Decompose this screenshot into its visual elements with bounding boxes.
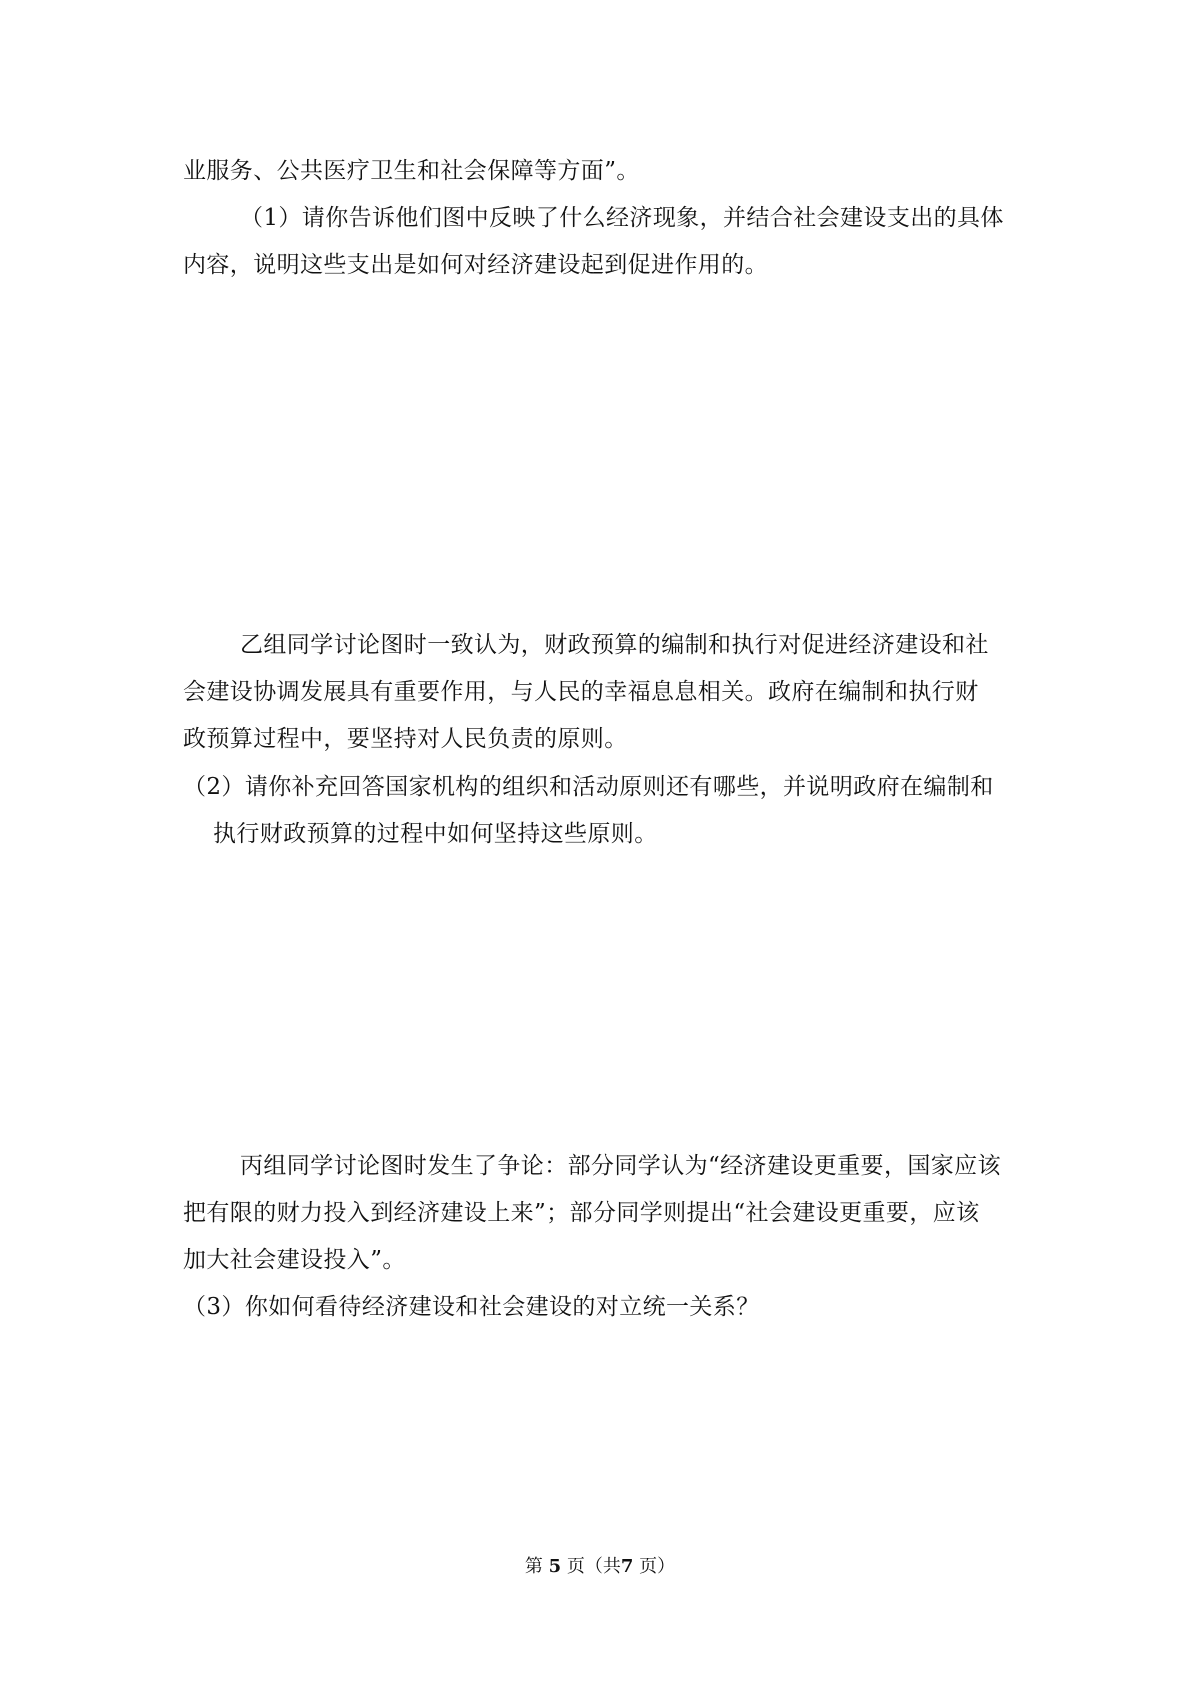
- footer-suffix: 页）: [639, 1556, 676, 1577]
- page-footer: [0, 1555, 1200, 1579]
- paragraph-line: 加大社会建设投入”。: [183, 1247, 406, 1273]
- footer-prefix: 第: [524, 1556, 543, 1577]
- total-pages: 7: [620, 1556, 634, 1577]
- paragraph-line: 乙组同学讨论图时一致认为，财政预算的编制和执行对促进经济建设和社: [240, 632, 989, 658]
- question-1-line: 内容，说明这些支出是如何对经济建设起到促进作用的。: [183, 252, 768, 278]
- paragraph-line: 政预算过程中，要坚持对人民负责的原则。: [183, 726, 628, 752]
- question-3-line: （3）你如何看待经济建设和社会建设的对立统一关系？: [183, 1294, 760, 1320]
- question-2-line: （2）请你补充回答国家机构的组织和活动原则还有哪些，并说明政府在编制和: [183, 774, 994, 800]
- page-number: 5: [548, 1556, 562, 1577]
- question-2-line: 执行财政预算的过程中如何坚持这些原则。: [213, 821, 658, 847]
- paragraph-line: 业服务、公共医疗卫生和社会保障等方面”。: [183, 158, 640, 184]
- paragraph-line: 丙组同学讨论图时发生了争论：部分同学认为“经济建设更重要，国家应该: [240, 1153, 1001, 1179]
- question-1-line: （1）请你告诉他们图中反映了什么经济现象，并结合社会建设支出的具体: [240, 205, 1004, 231]
- footer-middle: 页（共: [566, 1556, 621, 1577]
- paragraph-line: 把有限的财力投入到经济建设上来”；部分同学则提出“社会建设更重要，应该: [183, 1200, 980, 1226]
- paragraph-line: 会建设协调发展具有重要作用，与人民的幸福息息相关。政府在编制和执行财: [183, 679, 979, 705]
